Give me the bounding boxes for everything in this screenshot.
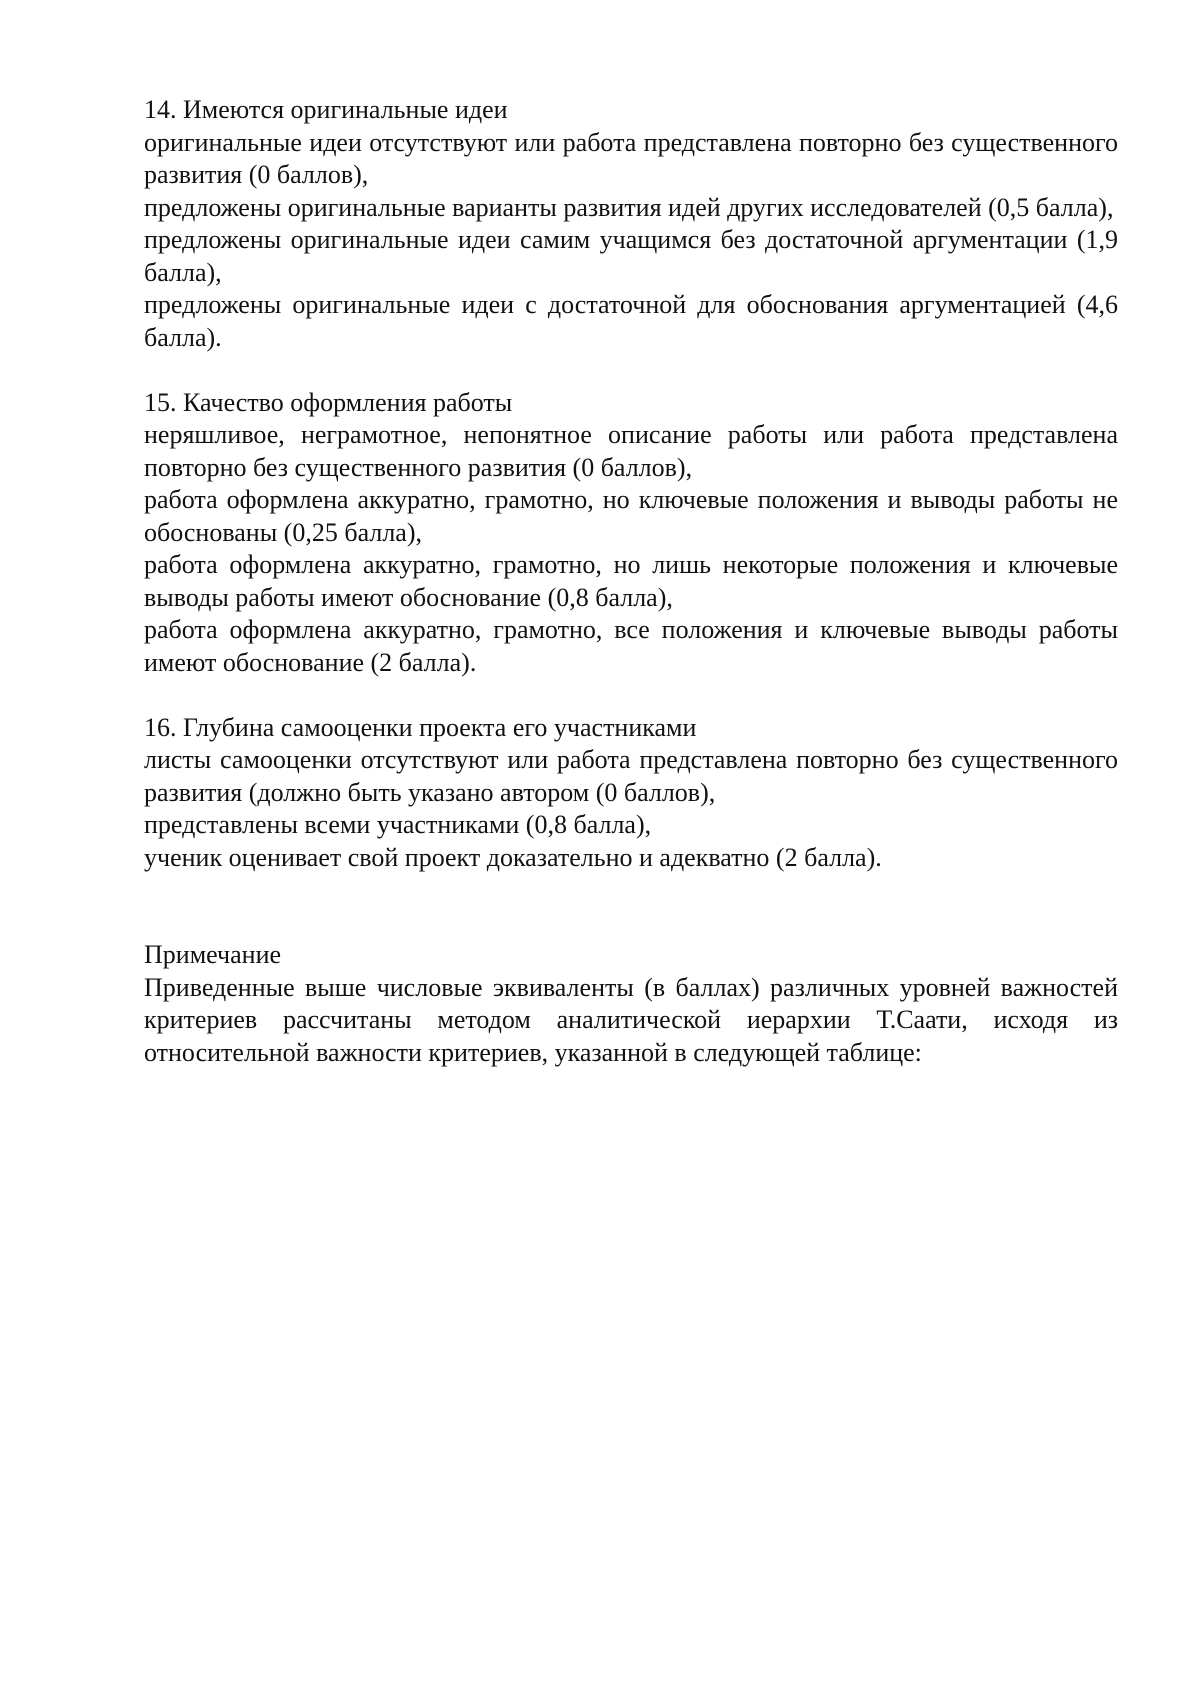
criterion-15-level-4: работа оформлена аккуратно, грамотно, все положения и ключевые выводы работы имеют обоснование (2 балла). bbox=[144, 615, 1118, 677]
criterion-15-section bbox=[144, 387, 1118, 680]
criterion-14-level-3: предложены оригинальные идеи самим учащимся без достаточной аргументации (1,9 балла), bbox=[144, 225, 1118, 287]
criterion-14-level-2: предложены оригинальные варианты развития идей других исследователей (0,5 балла), bbox=[144, 192, 1114, 222]
criterion-16-level-3: ученик оценивает свой проект доказательно и адекватно (2 балла). bbox=[144, 842, 882, 872]
criterion-16-level-1: листы самооценки отсутствуют или работа представлена повторно без существенного развития (должно быть указано автором (0 баллов), bbox=[144, 745, 1118, 807]
criterion-15-level-2: работа оформлена аккуратно, грамотно, но ключевые положения и выводы работы не обоснованы (0,25 балла), bbox=[144, 485, 1118, 547]
criterion-14-level-4: предложены оригинальные идеи с достаточной для обоснования аргументацией (4,6 балла). bbox=[144, 290, 1118, 352]
criterion-14-level-1: оригинальные идеи отсутствуют или работа представлена повторно без существенного развития (0 баллов), bbox=[144, 127, 1118, 189]
criterion-16-section bbox=[144, 712, 1118, 875]
criterion-15-level-1: неряшливое, неграмотное, непонятное описание работы или работа представлена повторно без существенного развития (0 баллов), bbox=[144, 420, 1118, 482]
criterion-15-heading: 15. Качество оформления работы bbox=[144, 387, 513, 417]
criterion-14-section bbox=[144, 94, 1118, 354]
criterion-15-level-3: работа оформлена аккуратно, грамотно, но лишь некоторые положения и ключевые выводы работы имеют обоснование (0,8 балла), bbox=[144, 550, 1118, 612]
criterion-16-level-2: представлены всеми участниками (0,8 балла), bbox=[144, 810, 652, 839]
document-page bbox=[144, 94, 1118, 1069]
criterion-14-heading: 14. Имеются оригинальные идеи bbox=[144, 95, 508, 124]
note-heading: Примечание bbox=[144, 940, 282, 969]
note-section bbox=[144, 939, 1118, 1069]
note-text: Приведенные выше числовые эквиваленты (в баллах) различных уровней важностей критериев рассчитаны методом аналитической иерархии Т.Саати, исходя из относительной важности критериев, указанной в следующей таблице: bbox=[144, 972, 1118, 1067]
criterion-16-heading: 16. Глубина самооценки проекта его участниками bbox=[144, 712, 697, 742]
